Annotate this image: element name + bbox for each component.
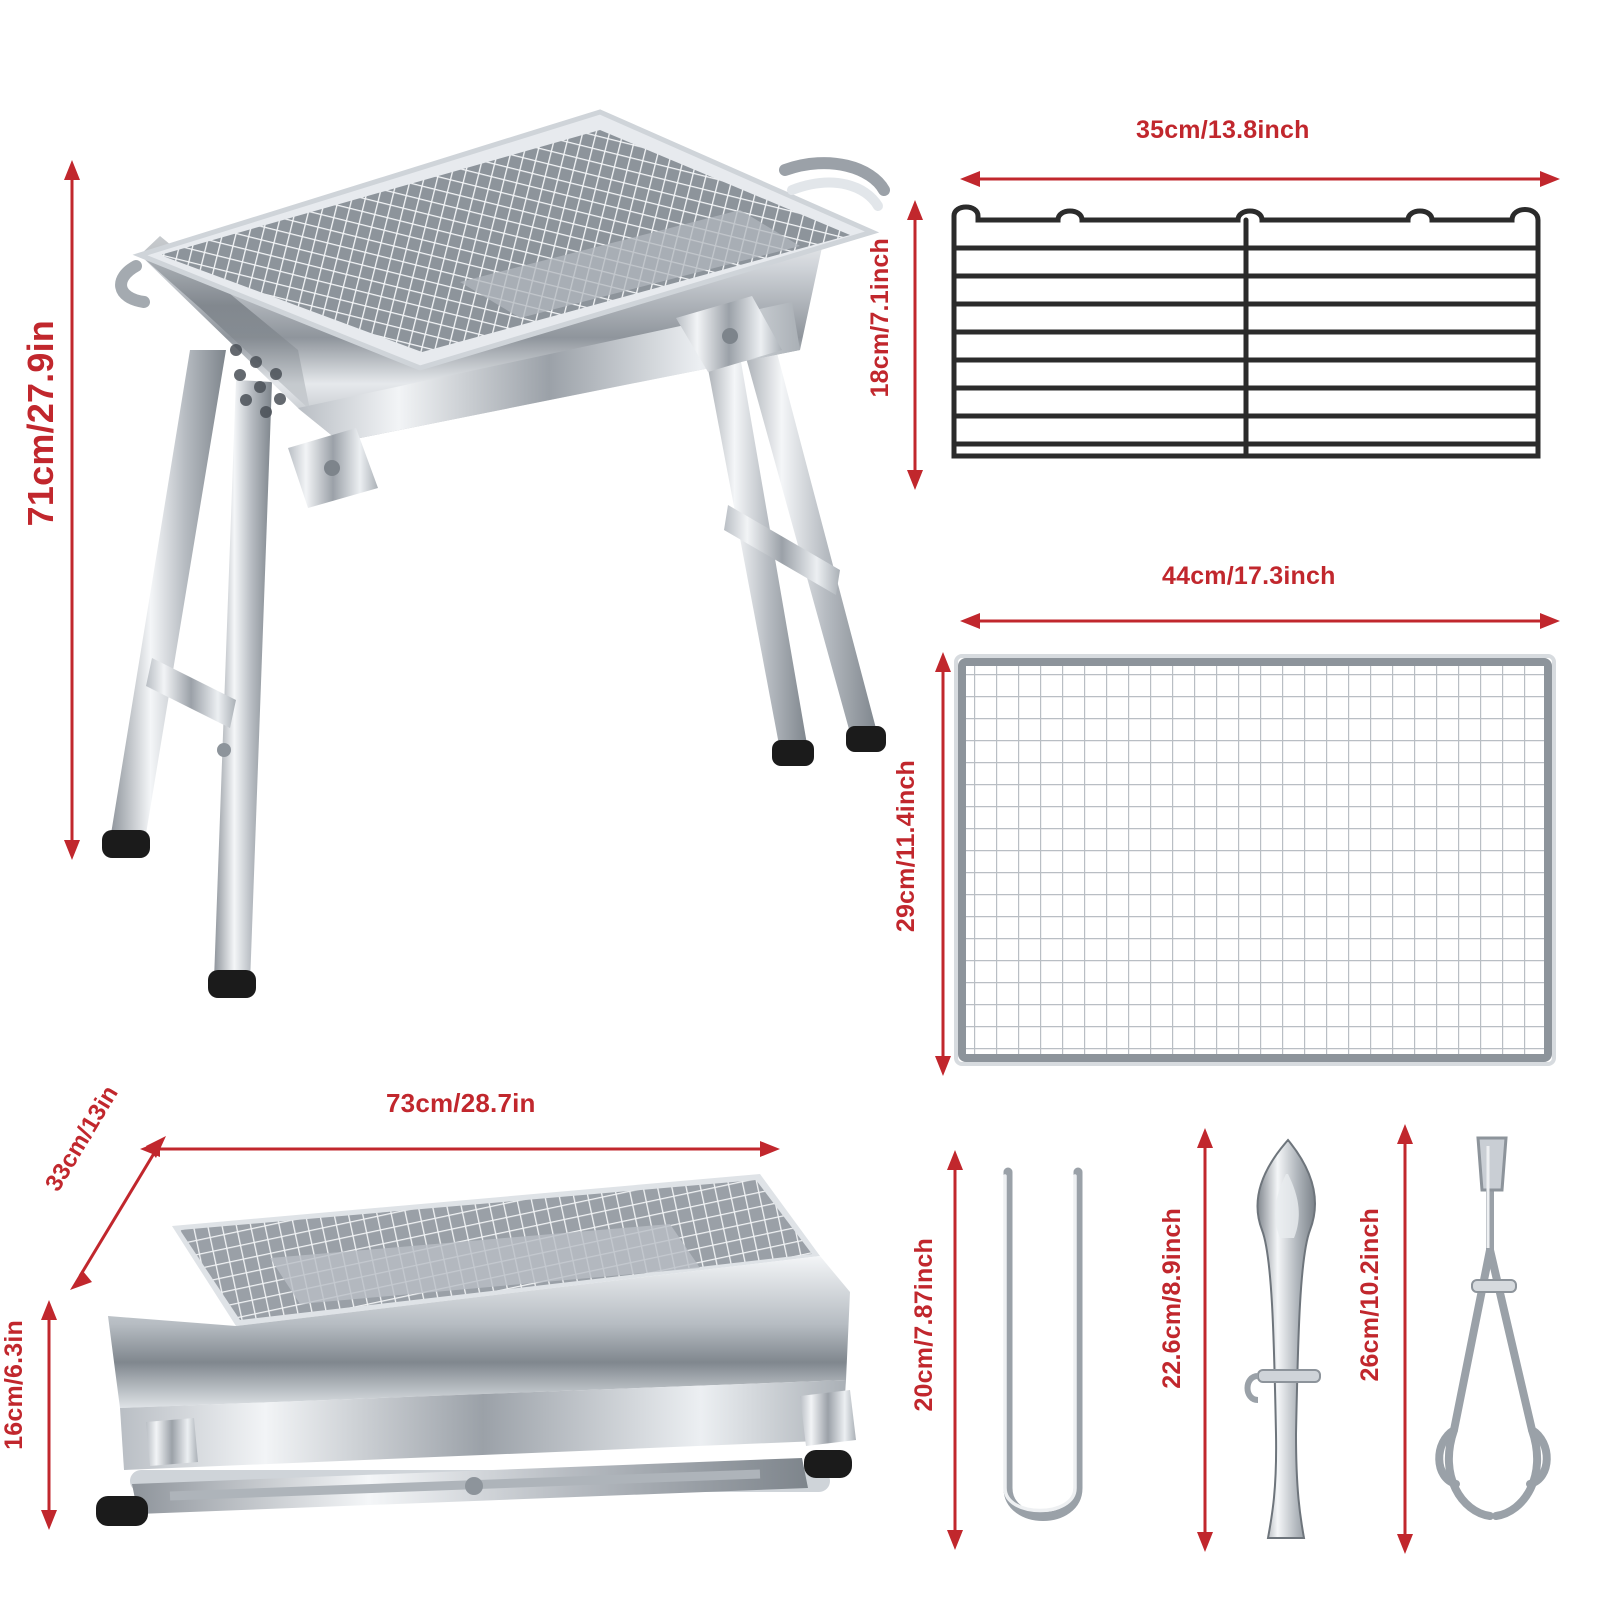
mesh-width-dimension-line [960, 608, 1560, 634]
folded-height-label: 16cm/6.3in [0, 1320, 28, 1450]
accessory-2-label: 22.6cm/8.9inch [1158, 1208, 1186, 1389]
accessory-1-label: 20cm/7.87inch [910, 1238, 938, 1412]
grill-mesh-illustration [952, 652, 1560, 1070]
mesh-depth-label: 29cm/11.4inch [892, 760, 920, 933]
folded-width-label: 73cm/28.7in [386, 1088, 536, 1118]
assembled-grill-illustration [40, 50, 920, 1060]
accessory-2-dimension-line [1190, 1128, 1220, 1552]
rack-depth-dimension-line [900, 200, 930, 490]
skewer-u-tool-icon [982, 1158, 1112, 1548]
accessory-3-dimension-line [1390, 1124, 1420, 1554]
accessory-1-dimension-line [940, 1150, 970, 1550]
rack-width-dimension-line [960, 166, 1560, 192]
charcoal-tongs-icon [1428, 1130, 1568, 1550]
rack-width-label: 35cm/13.8inch [1136, 116, 1310, 144]
food-tongs-icon [1228, 1134, 1348, 1546]
folded-depth-label: 33cm/13in [40, 1080, 124, 1196]
mesh-width-label: 44cm/17.3inch [1162, 562, 1336, 590]
main-height-label: 71cm/27.9in [20, 320, 61, 527]
rack-depth-label: 18cm/7.1inch [866, 238, 894, 398]
accessory-3-label: 26cm/10.2inch [1356, 1208, 1384, 1382]
warming-rack-illustration [938, 196, 1558, 496]
folded-grill-illustration [60, 1140, 880, 1570]
